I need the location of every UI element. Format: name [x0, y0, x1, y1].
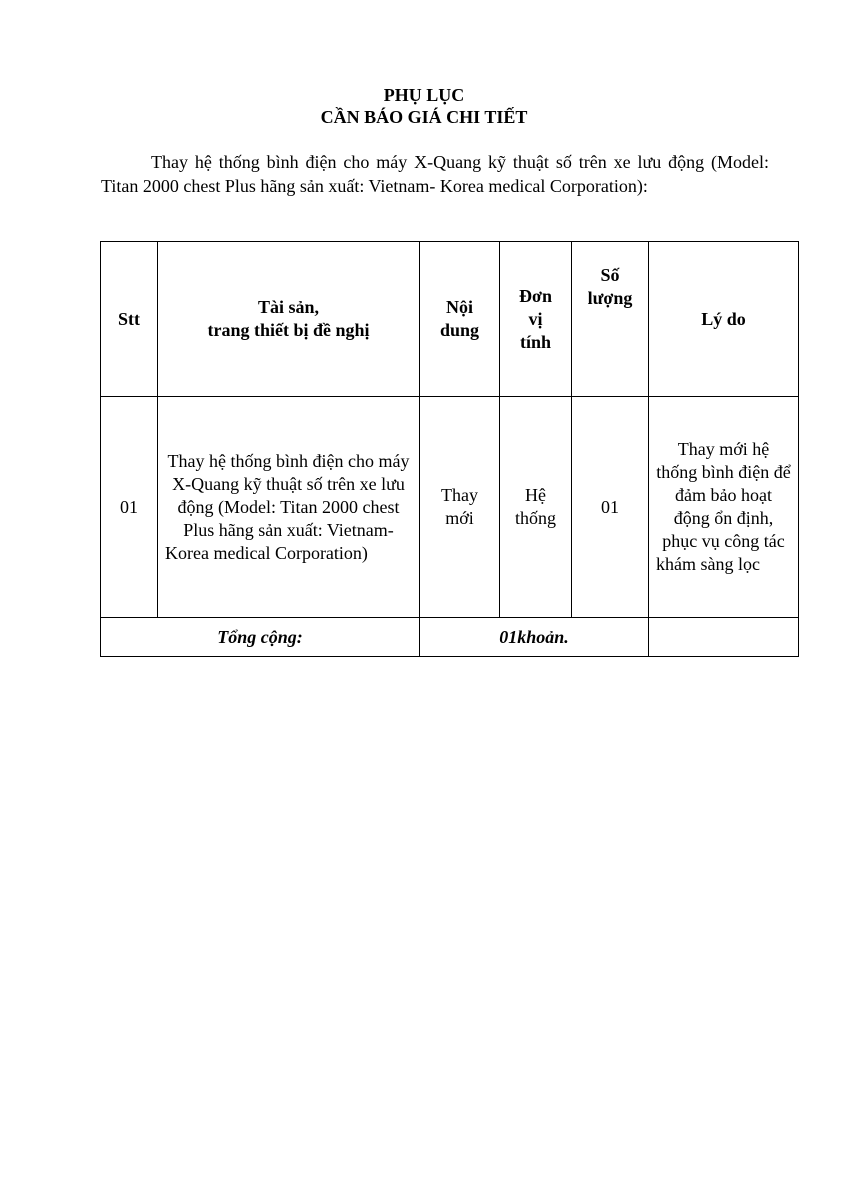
cell-content: [420, 397, 500, 618]
header-asset-line1: Tài sản,: [257, 297, 320, 317]
appendix-title: PHỤ LỤC: [383, 85, 465, 105]
header-quantity-line2: lượng: [587, 288, 633, 308]
cell-stt: 01: [101, 397, 158, 618]
table-header-row: [101, 242, 799, 397]
total-empty-cell: [649, 618, 799, 657]
header-unit-line3: tính: [519, 331, 552, 352]
asset-table: [100, 241, 799, 657]
cell-unit-line2: thống: [514, 508, 556, 528]
cell-quantity: 01: [572, 397, 649, 618]
header-unit-line1: Đơn: [519, 285, 552, 306]
cell-asset: Thay hệ thống bình điện cho máy X-Quang kỹ thuật số trên xe lưu động (Model: Titan 2000 chest Plus hãng sản xuất: Vietnam- Korea medical Corporation): [158, 397, 420, 618]
header-content: [420, 242, 500, 397]
header-quantity: [572, 242, 649, 397]
cell-unit: [500, 397, 572, 618]
header-unit: [500, 242, 572, 397]
cell-reason: Thay mới hệ thống bình điện để đảm bảo hoạt động ổn định, phục vụ công tác khám sàng lọc: [649, 397, 799, 618]
cell-unit-line1: Hệ: [525, 485, 546, 505]
total-row: [101, 618, 799, 657]
header-asset: [158, 242, 420, 397]
cell-content-line1: Thay: [441, 485, 478, 505]
header-reason: Lý do: [649, 242, 799, 397]
appendix-subtitle: CẦN BÁO GIÁ CHI TIẾT: [320, 107, 528, 127]
header-quantity-line1: Số: [600, 265, 620, 285]
header-content-line1: Nội: [446, 297, 473, 317]
total-value: 01khoản.: [420, 618, 649, 657]
total-label: Tổng cộng:: [101, 618, 420, 657]
table-row: [101, 397, 799, 618]
header-content-line2: dung: [439, 320, 480, 340]
header-unit-line2: vị: [528, 308, 543, 329]
cell-content-line2: mới: [445, 508, 474, 528]
header-asset-line2: trang thiết bị đề nghị: [207, 320, 370, 340]
intro-paragraph: Thay hệ thống bình điện cho máy X-Quang kỹ thuật số trên xe lưu động (Model: Titan 2000 chest Plus hãng sản xuất: Vietnam- Korea medical Corporation):: [101, 152, 769, 196]
header-stt: Stt: [101, 242, 158, 397]
